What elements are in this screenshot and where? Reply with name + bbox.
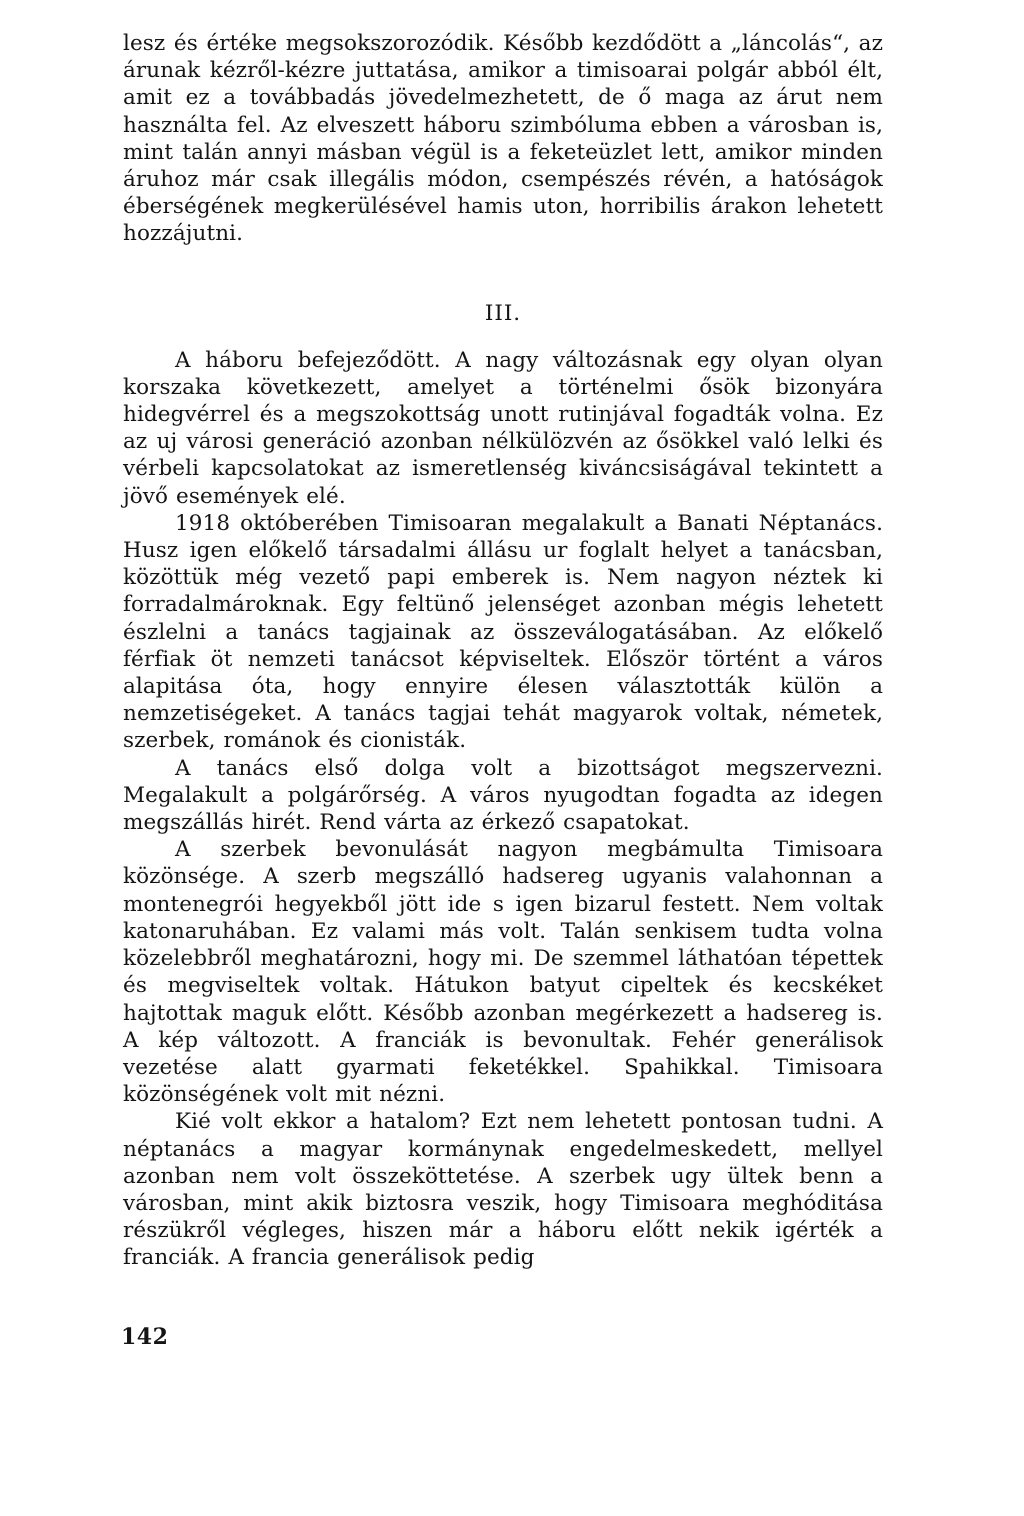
paragraph-war-ended: A háboru befejeződött. A nagy változásnak egy olyan olyan korszaka következett, amelyet a történelmi ősök bizonyára hidegvérrel és a megszokottság unott rutinjával fogadták volna. Ez az uj városi generáció azonban nélkülözvén az ősökkel való lelki és vérbeli kapcsolatokat az ismeretlenség kiváncsiságával tekintett a jövő események elé. bbox=[123, 347, 883, 509]
page-number: 142 bbox=[121, 1324, 169, 1350]
paragraph-continued: lesz és értéke megsokszorozódik. Később kezdődött a „láncolás“, az árunak kézről-kézre juttatása, amikor a timisoarai polgár abból élt, amit ez a továbbadás jövedelmezhetett, de ő maga az árut nem használta fel. Az elveszett háboru szimbóluma ebben a városban is, mint talán annyi másban végül is a feketeüzlet lett, amikor minden áruhoz már csak illegális módon, csempészés révén, a hatóságok éberségének megkerülésével hamis uton, horribilis árakon lehetett hozzájutni. bbox=[123, 31, 883, 247]
paragraph-serb-arrival: A szerbek bevonulását nagyon megbámulta Timisoara közönsége. A szerb megszálló hadsereg ugyanis valahonnan a montenegrói hegyekből jött ide s igen bizarul festett. Nem voltak katonaruhában. Ez valami más volt. Talán senkisem tudta volna közelebbről meghatározni, hogy mi. De szemmel láthatóan tépettek és megviseltek voltak. Hátukon batyut cipeltek és kecskéket hajtottak maguk előtt. Később azonban megérkezett a hadsereg is. A kép változott. A franciák is bevonultak. Fehér generálisok vezetése alatt gyarmati feketékkel. Spahikkal. Timisoara közönségének volt mit nézni. bbox=[123, 837, 883, 1108]
book-page bbox=[123, 30, 883, 1272]
paragraph-who-held-power: Kié volt ekkor a hatalom? Ezt nem lehetett pontosan tudni. A néptanács a magyar kormánynak engedelmeskedett, mellyel azonban nem volt összeköttetése. A szerbek ugy ültek benn a városban, mint akik biztosra veszik, hogy Timisoara meghóditása részükről végleges, hiszen már a háboru előtt nekik igérték a franciák. A francia generálisok pedig bbox=[123, 1109, 883, 1271]
paragraph-national-council: 1918 októberében Timisoaran megalakult a Banati Néptanács. Husz igen előkelő társadalmi állásu ur foglalt helyet a tanácsban, közöttük még vezető papi emberek is. Nem nagyon néztek ki forradalmároknak. Egy feltünő jelenséget azonban mégis lehetett észlelni a tanács tagjainak az összeválogatásában. Az előkelő férfiak öt nemzeti tanácsot képviseltek. Először történt a város alapitása óta, hogy ennyire élesen választották külön a nemzetiségeket. A tanács tagjai tehát magyarok voltak, németek, szerbek, románok és cionisták. bbox=[123, 510, 883, 754]
section-heading: III. bbox=[484, 300, 522, 326]
paragraph-civic-guard: A tanács első dolga volt a bizottságot megszervezni. Megalakult a polgárőrség. A város nyugodtan fogadta az idegen megszállás hirét. Rend várta az érkező csapatokat. bbox=[123, 755, 883, 836]
